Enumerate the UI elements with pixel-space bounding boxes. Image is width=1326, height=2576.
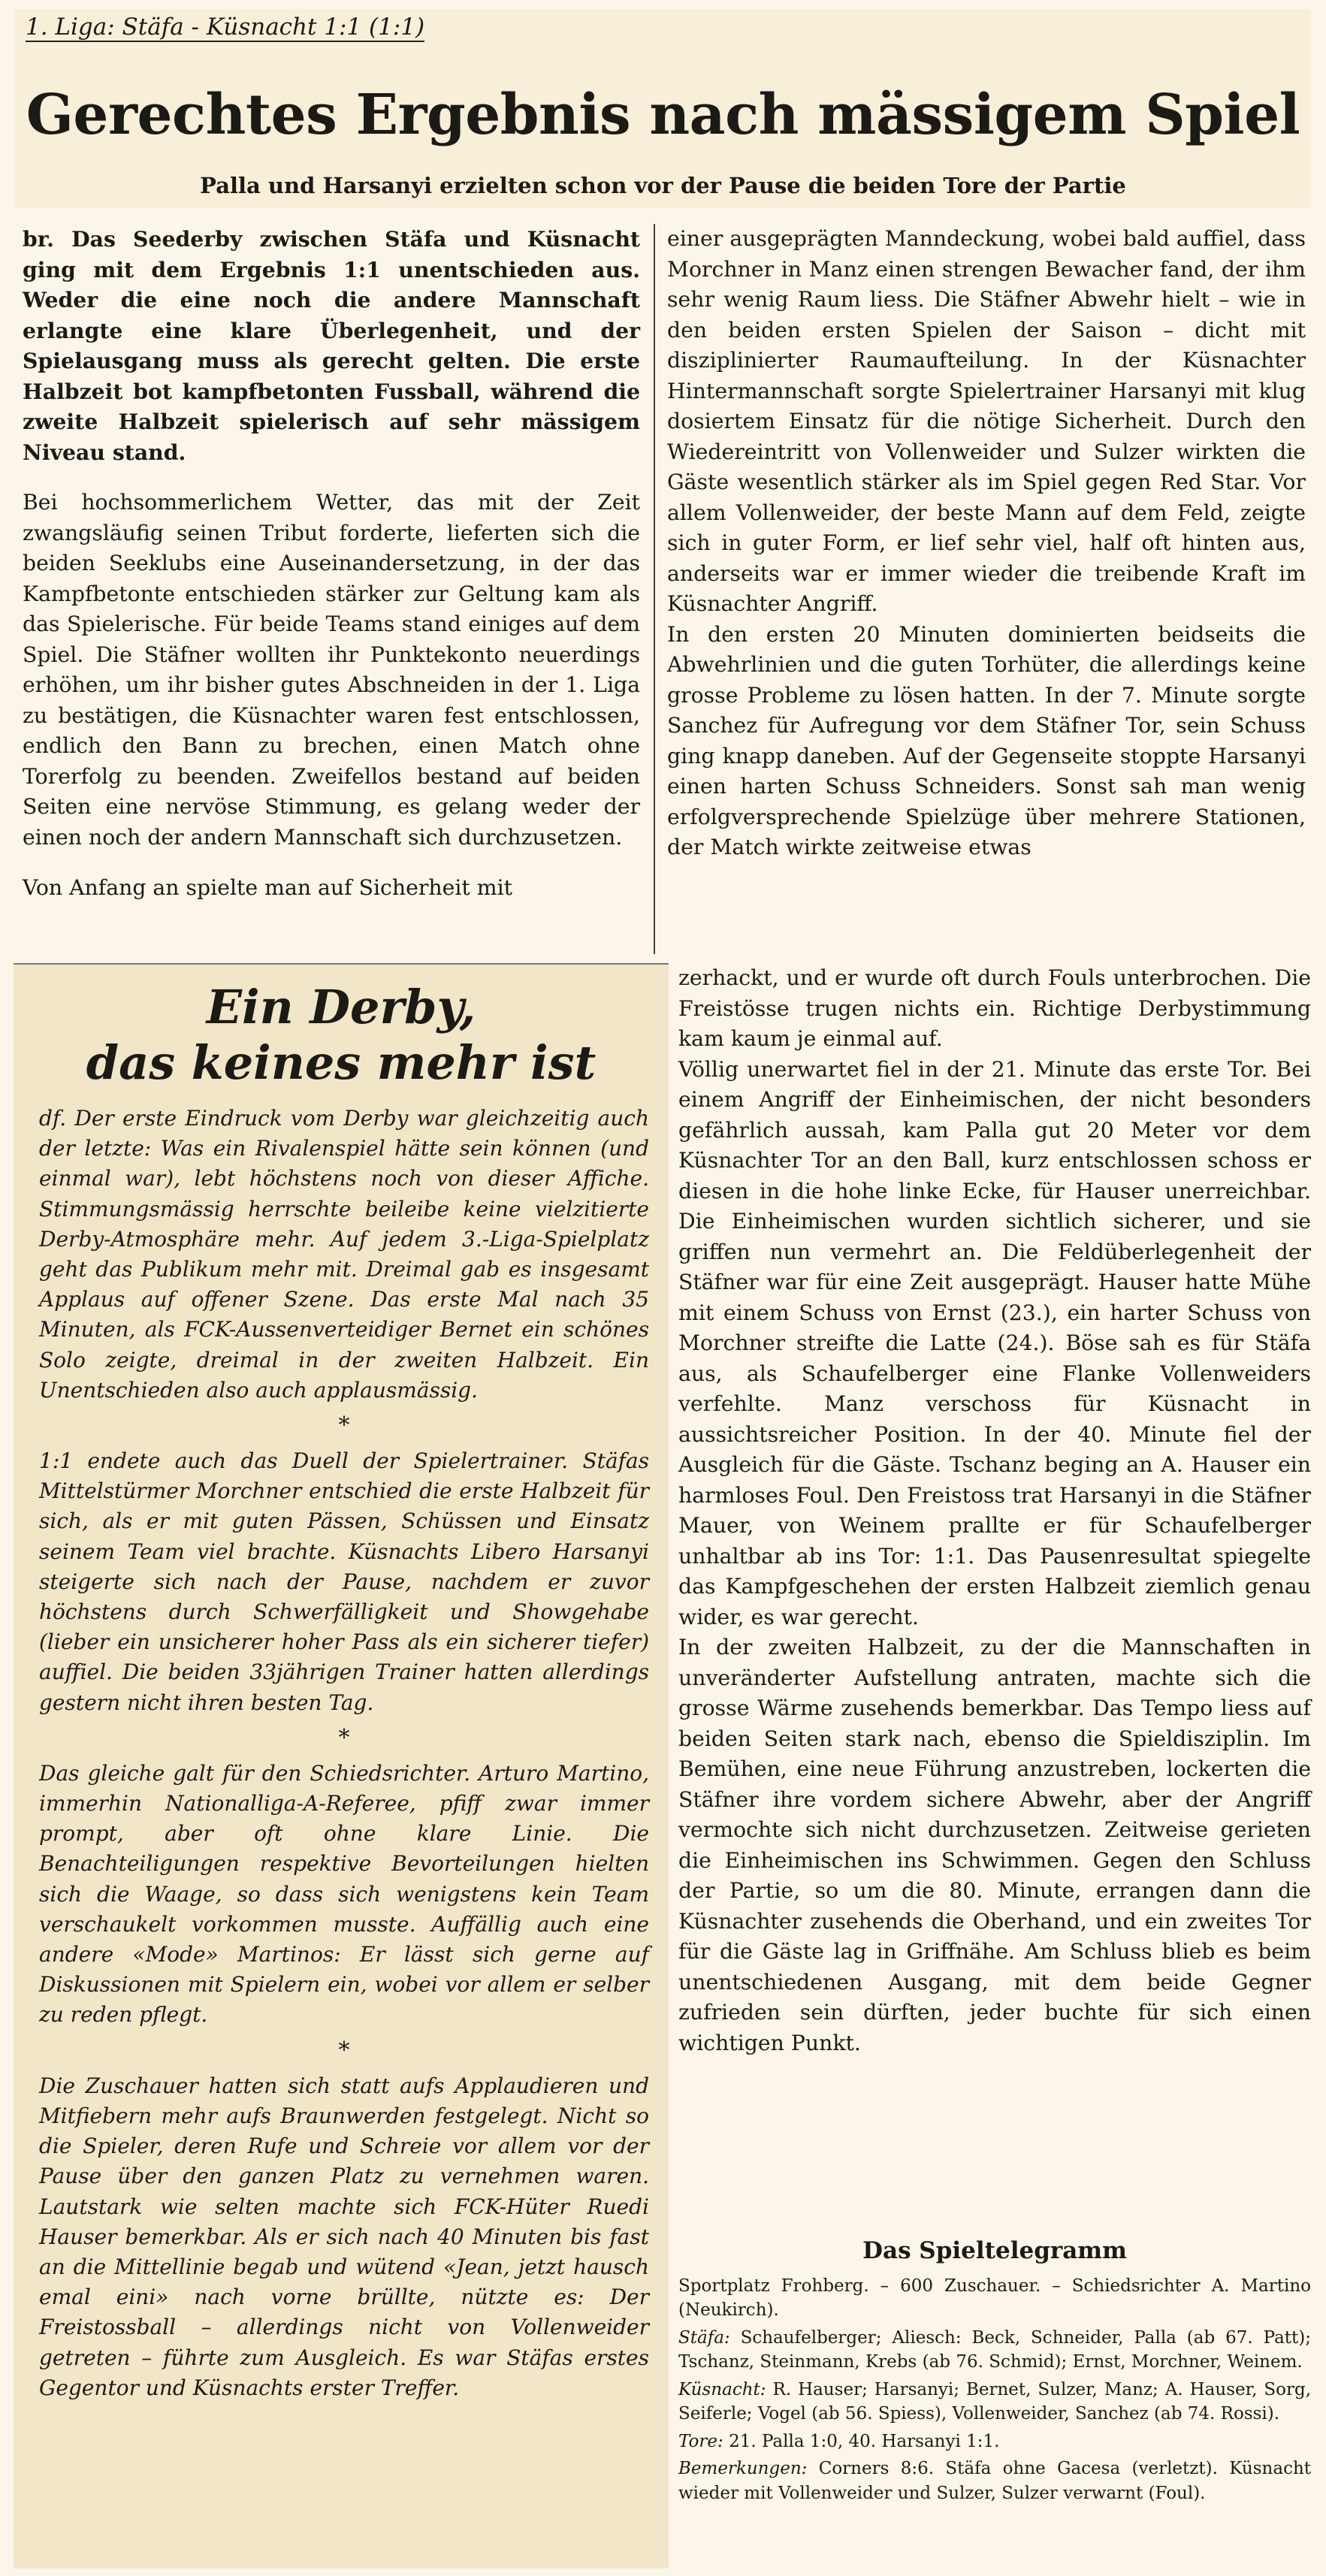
telegram-label: Tore: xyxy=(678,2431,723,2451)
commentary-body xyxy=(39,1104,649,2403)
telegram-title: Das Spieltelegramm xyxy=(862,2237,1127,2264)
article-column-2 xyxy=(667,224,1306,1024)
column-divider xyxy=(654,224,655,954)
article-lead: br. Das Seederby zwischen Stäfa und Küsnacht ging mit dem Ergebnis 1:1 unentschieden aus. Weder die eine noch die andere Mannschaft erlangte eine klare Überlegenheit, und der Spielausgang muss als gerecht gelten. Die erste Halbzeit bot kampfbetonten Fussball, während die zweite Halbzeit spielerisch auf sehr mässigem Niveau stand. xyxy=(23,226,640,465)
article-header xyxy=(15,9,1311,208)
telegram-label: Bemerkungen: xyxy=(678,2459,808,2478)
telegram-value: 21. Palla 1:0, 40. Harsanyi 1:1. xyxy=(729,2431,1000,2451)
commentary-title xyxy=(14,980,669,1091)
subheadline: Palla und Harsanyi erzielten schon vor der Pause die beiden Tore der Partie xyxy=(200,173,1126,198)
telegram-label: Küsnacht: xyxy=(678,2379,766,2399)
telegram-venue: Sportplatz Frohberg. – 600 Zuschauer. – Schiedsrichter A. Martino (Neukirch). xyxy=(678,2276,1311,2320)
commentary-paragraph: 1:1 endete auch das Duell der Spielertrainer. Stäfas Mittelstürmer Morchner entschied die erste Halbzeit für sich, als er mit guten Pässen, Schüssen und Einsatz seinem Team viel brachte. Küsnachts Libero Harsanyi steigerte sich nach der Pause, nachdem er zuvor höchstens durch Schwerfälligkeit und Showgehabe (lieber ein unsicherer hoher Pass als ein sicherer tiefer) auffiel. Die beiden 33jährigen Trainer hatten allerdings gestern nicht ihren besten Tag. xyxy=(39,1448,649,1715)
telegram-lineup-kuesnacht xyxy=(678,2378,1311,2427)
telegram-goals xyxy=(678,2430,1311,2454)
asterisk-separator: * xyxy=(338,1412,350,1439)
commentary-paragraph: Das gleiche galt für den Schiedsrichter. Arturo Martino, immerhin Nationalliga-A-Referee, pfiff zwar immer prompt, aber oft ohne klare Linie. Die Benachteiligungen respektive Bevorteilungen hielten sich die Waage, so dass sich wenigstens kein Team verschaukelt vorkommen musste. Auffällig auch eine andere «Mode» Martinos: Er lässt sich gerne auf Diskussionen mit Spielern ein, wobei vor allem er selber zu reden pflegt. xyxy=(39,1760,649,2028)
commentary-title-line: das keines mehr ist xyxy=(86,1035,597,1090)
commentary-paragraph: df. Der erste Eindruck vom Derby war gleichzeitig auch der letzte: Was ein Rivalenspiel hätte sein können (und einmal war), lebt höchstens noch von dieser Affiche. Stimmungsmässig herrschte beileibe keine vielzitierte Derby-Atmosphäre mehr. Auf jedem 3.-Liga-Spielplatz geht das Publikum mehr mit. Dreimal gab es insgesamt Applaus auf offener Szene. Das erste Mal nach 35 Minuten, als FCK-Aussenverteidiger Bernet ein schönes Solo zeigte, dreimal in der zweiten Halbzeit. Ein Unentschieden also auch applausmässig. xyxy=(39,1106,649,1403)
telegram-lineup-staefa xyxy=(678,2326,1311,2375)
telegram-value: R. Hauser; Harsanyi; Bernet, Sulzer, Manz; A. Hauser, Sorg, Seiferle; Vogel (ab 56. Spiess), Vollenweider, Sanchez (ab 74. Rossi). xyxy=(678,2379,1312,2423)
article-paragraph: zerhackt, und er wurde oft durch Fouls unterbrochen. Die Freistösse trugen nichts ein. Richtige Derbystimmung kam kaum je einmal auf. xyxy=(678,965,1311,1051)
telegram-remarks xyxy=(678,2457,1311,2505)
asterisk-separator: * xyxy=(338,1724,350,1751)
headline: Gerechtes Ergebnis nach mässigem Spiel xyxy=(26,83,1300,147)
commentary-paragraph: Die Zuschauer hatten sich statt aufs Applaudieren und Mitfiebern mehr aufs Braunwerden festgelegt. Nicht so die Spieler, deren Rufe und Schreie vor allem vor der Pause über den ganzen Platz zu vernehmen waren. Lautstark wie selten machte sich FCK-Hüter Ruedi Hauser bemerkbar. Als er sich nach 40 Minuten bis fast an die Mittellinie begab und wütend «Jean, jetzt hausch emal eini» nach vorne brüllte, nützte es: Der Freistossball – allerdings nicht von Vollenweider getreten – führte zum Ausgleich. Es war Stäfas erstes Gegentor und Küsnachts erster Treffer. xyxy=(39,2073,649,2400)
article-column-3 xyxy=(678,963,1311,2233)
article-paragraph: In der zweiten Halbzeit, zu der die Mannschaften in unveränderter Aufstellung antraten, machte sich die grosse Wärme zusehends bemerkbar. Das Tempo liess auf beiden Seiten stark nach, ebenso die Spieldisziplin. Im Bemühen, eine neue Führung anzustreben, lockerten die Stäfner ihre vordem sichere Abwehr, aber der Angriff vermochte sich nicht durchzusetzen. Zeitweise gerieten die Einheimischen ins Schwimmen. Gegen den Schluss der Partie, so um die 80. Minute, errangen dann die Küsnachter zusehends die Oberhand, und ein zweites Tor für die Gäste lag in Griffnähe. Am Schluss blieb es beim unentschiedenen Ausgang, mit dem beide Gegner zufrieden sein dürften, jeder buchte für sich einen wichtigen Punkt. xyxy=(678,1635,1311,2055)
article-paragraph: Bei hochsommerlichem Wetter, das mit der Zeit zwangsläufig seinen Tribut forderte, lieferten sich die beiden Seeklubs eine Auseinandersetzung, in der das Kampfbetonte entschieden stärker zur Geltung kam als das Spielerische. Für beide Teams stand einiges auf dem Spiel. Die Stäfner wollten ihr Punktekonto neuerdings erhöhen, um ihr bisher gutes Abschneiden in der 1. Liga zu bestätigen, die Küsnachter waren fest entschlossen, endlich den Bann zu brechen, einen Match ohne Torerfolg zu beenden. Zweifellos bestand auf beiden Seiten eine nervöse Stimmung, es gelang weder der einen noch der andern Mannschaft sich durchzusetzen. xyxy=(23,490,640,850)
commentary-title-line: Ein Derby, xyxy=(206,980,476,1034)
match-telegram xyxy=(678,2239,1311,2562)
article-paragraph: In den ersten 20 Minuten dominierten beidseits die Abwehrlinien und die guten Torhüter, die allerdings keine grosse Probleme zu lösen hatten. In der 7. Minute sorgte Sanchez für Aufregung vor dem Stäfner Tor, sein Schuss ging knapp daneben. Auf der Gegenseite stoppte Harsanyi einen harten Schuss Schneiders. Sonst sah man wenig erfolgversprechende Spielzüge über mehrere Stationen, der Match wirkte zeitweise etwas xyxy=(667,621,1306,859)
asterisk-separator: * xyxy=(338,2037,350,2064)
article-paragraph: Völlig unerwartet fiel in der 21. Minute das erste Tor. Bei einem Angriff der Einheimischen, der nicht besonders gefährlich aussah, kam Palla gut 20 Meter vor dem Küsnachter Tor an den Ball, kurz entschlossen schoss er diesen in die hohe linke Ecke, für Hauser unerreichbar. Die Einheimischen wurden sichtlich sicherer, und sie griffen nun vermehrt an. Die Feldüberlegenheit der Stäfner war für eine Zeit ausgeprägt. Hauser hatte Mühe mit einem Schuss von Ernst (23.), ein harter Schuss von Morchner streifte die Latte (24.). Böse sah es für Stäfa aus, als Schaufelberger eine Flanke Vollenweiders verfehlte. Manz verschoss für Küsnacht in aussichtsreicher Position. In der 40. Minute fiel der Ausgleich für die Gäste. Tschanz beging an A. Hauser ein harmloses Foul. Den Freistoss trat Harsanyi in die Stäfner Mauer, von Weinem prallte er für Schaufelberger unhaltbar ab ins Tor: 1:1. Das Pausenresultat spiegelte das Kampfgeschehen der ersten Halbzeit ziemlich genau wider, es war gerecht. xyxy=(678,1056,1311,1629)
article-paragraph: Von Anfang an spielte man auf Sicherheit mit xyxy=(23,875,513,900)
telegram-value: Corners 8:6. Stäfa ohne Gacesa (verletzt). Küsnacht wieder mit Vollenweider und Sulzer, Sulzer verwarnt (Foul). xyxy=(678,2459,1312,2503)
match-kicker: 1. Liga: Stäfa - Küsnacht 1:1 (1:1) xyxy=(26,14,425,41)
article-paragraph: einer ausgeprägten Manndeckung, wobei bald auffiel, dass Morchner in Manz einen strengen Bewacher fand, der ihm sehr wenig Raum liess. Die Stäfner Abwehr hielt – wie in den beiden ersten Spielen der Saison – dicht mit disziplinierter Raumaufteilung. In der Küsnachter Hintermannschaft sorgte Spielertrainer Harsanyi mit klug dosiertem Einsatz für die nötige Sicherheit. Durch den Wiedereintritt von Vollenweider und Sulzer wirkten die Gäste wesentlich stärker als im Spiel gegen Red Star. Vor allem Vollenweider, der beste Mann auf dem Feld, zeigte sich in guter Form, er lief sehr viel, half oft hinten aus, anderseits war er immer wieder die treibende Kraft im Küsnachter Angriff. xyxy=(667,226,1306,616)
telegram-label: Stäfa: xyxy=(678,2327,730,2348)
telegram-value: Schaufelberger; Aliesch: Beck, Schneider, Palla (ab 67. Patt); Tschanz, Steinmann, Krebs (ab 76. Schmid); Ernst, Morchner, Weinem. xyxy=(678,2327,1311,2372)
commentary-box xyxy=(14,963,669,2568)
article-column-1 xyxy=(23,224,640,954)
